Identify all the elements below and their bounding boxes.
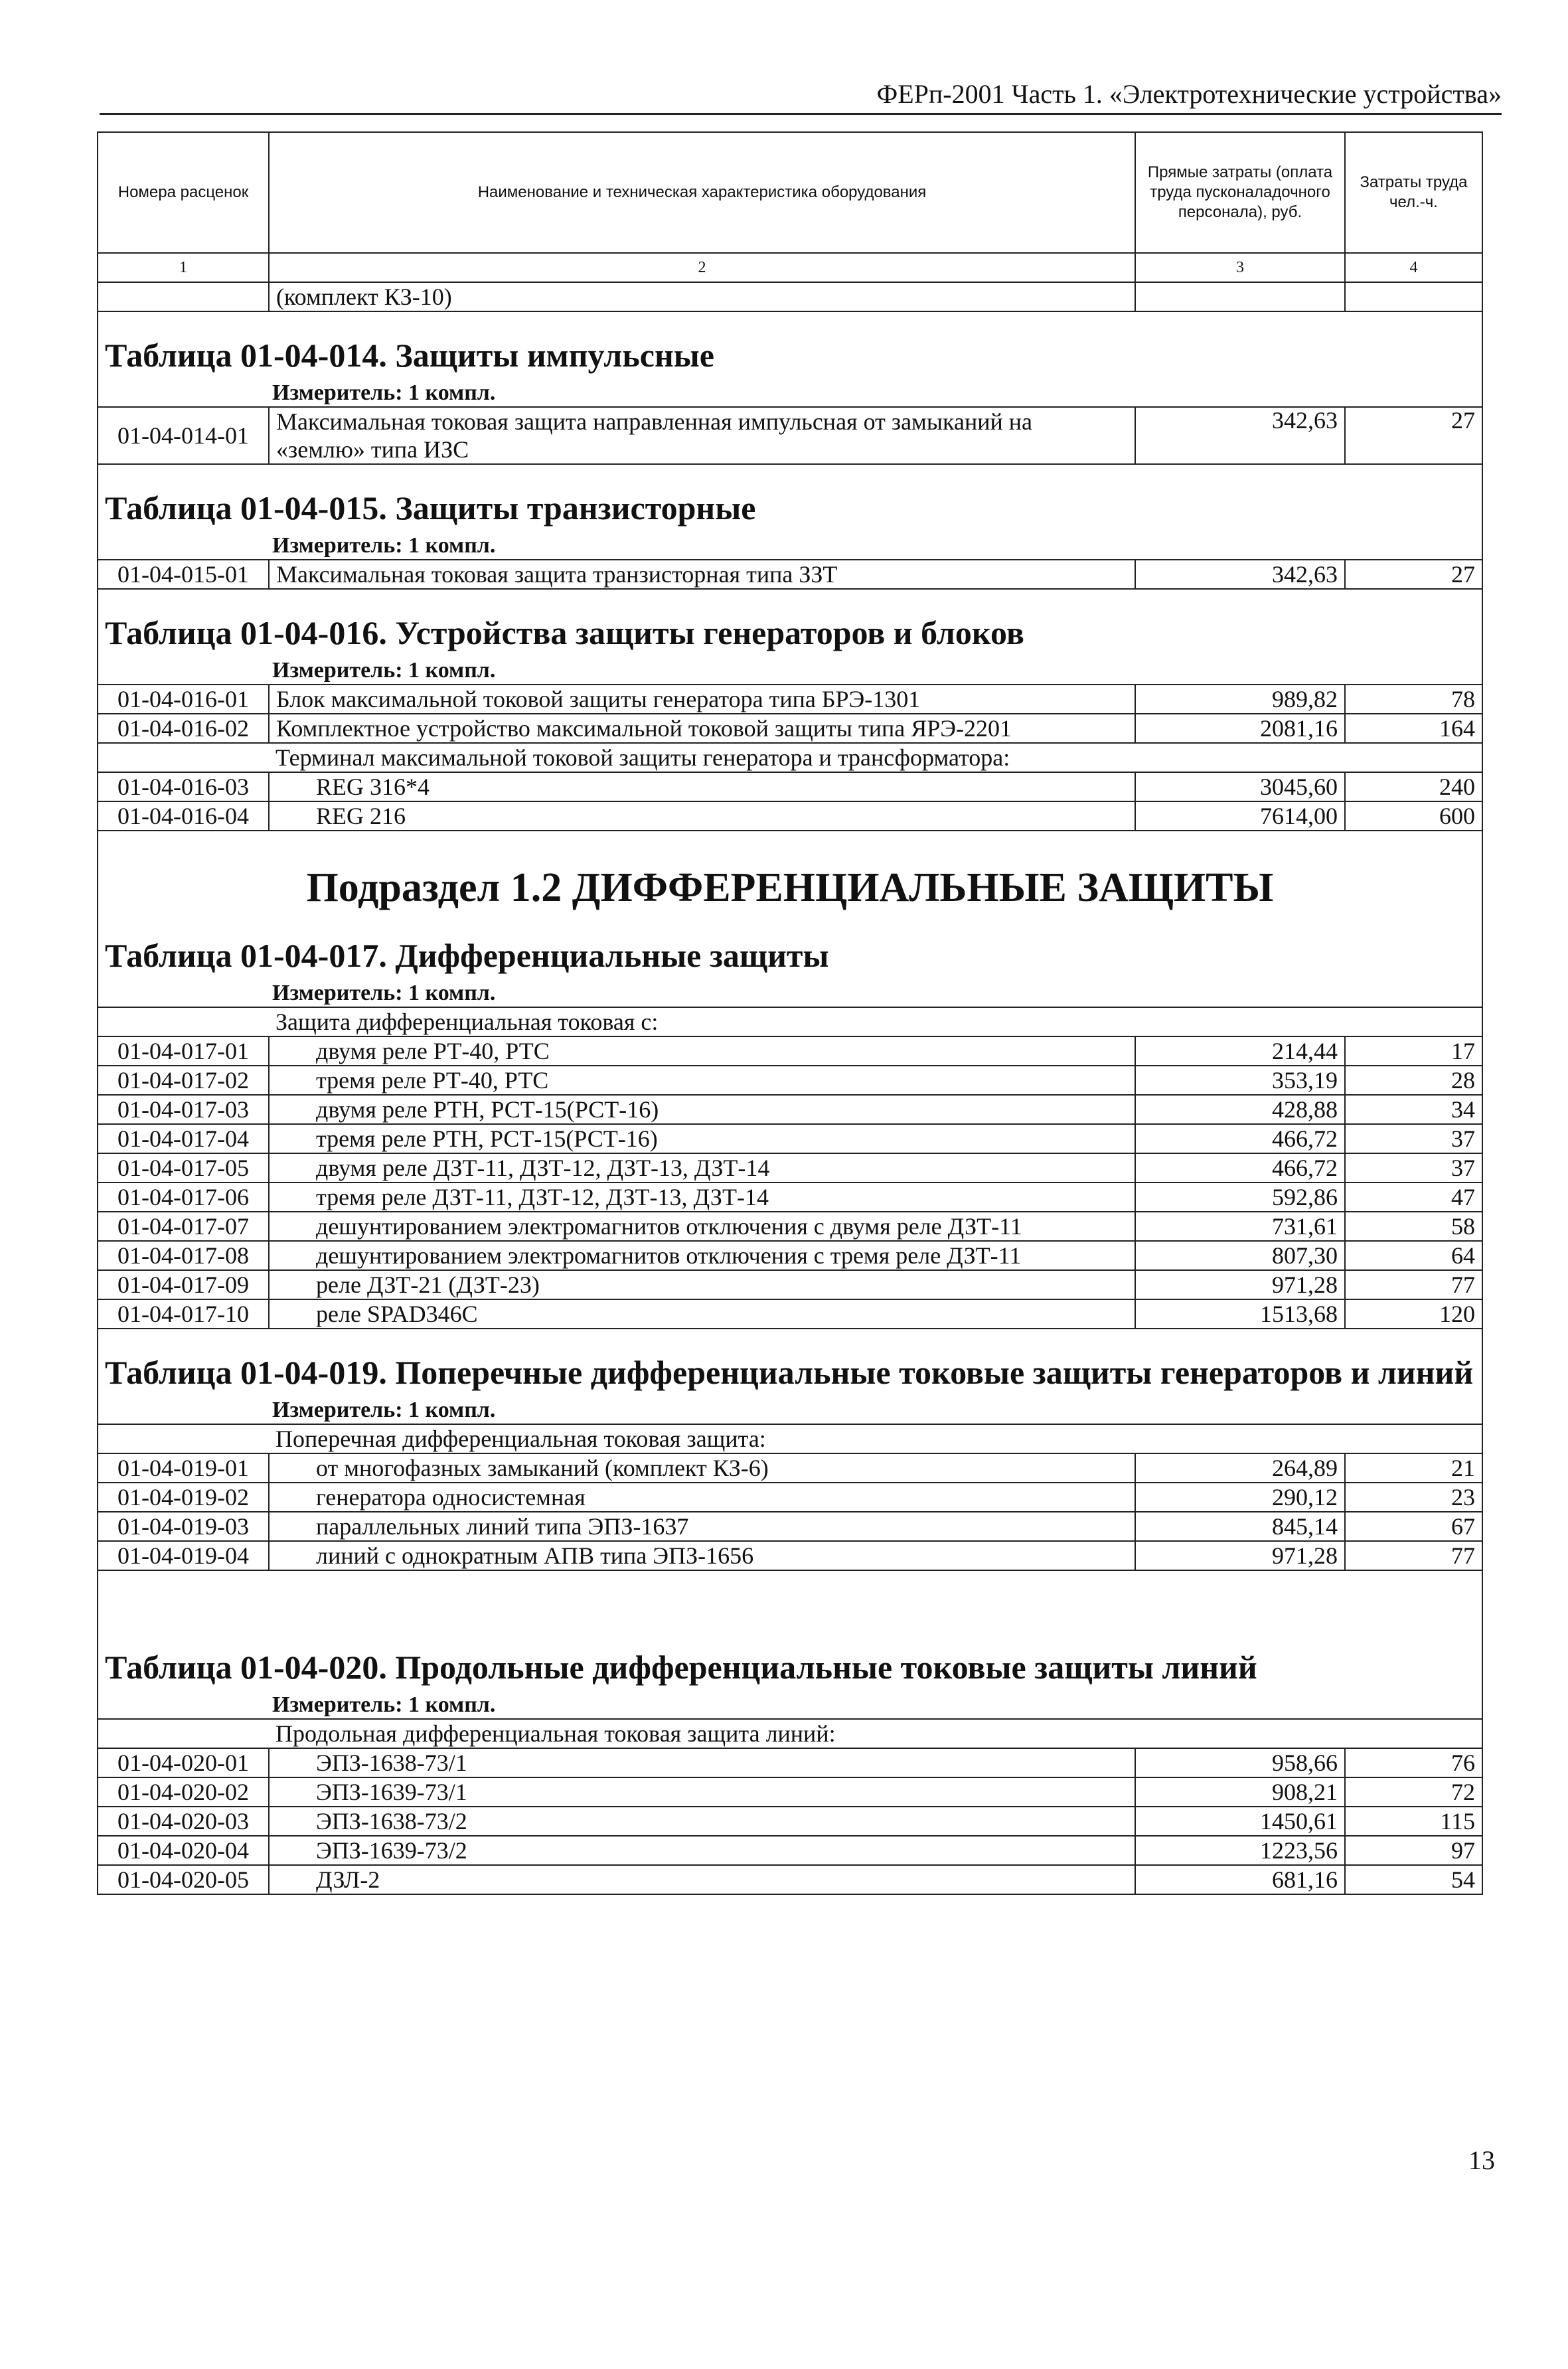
table-row — [98, 1512, 1482, 1541]
table-row — [98, 1270, 1482, 1299]
rate-labor: 58 — [1345, 1212, 1482, 1241]
rate-code: 01-04-016-03 — [98, 772, 269, 801]
rate-code: 01-04-017-03 — [98, 1095, 269, 1124]
group-heading-row — [98, 743, 1482, 772]
table-row — [98, 1066, 1482, 1095]
rate-name: реле SPAD346C — [269, 1299, 1135, 1329]
rate-cost: 971,28 — [1135, 1541, 1345, 1570]
rate-labor: 76 — [1345, 1748, 1482, 1777]
rate-code: 01-04-017-08 — [98, 1241, 269, 1270]
group-heading-row — [98, 1007, 1482, 1036]
table-016-measure: Измеритель: 1 компл. — [98, 657, 1482, 685]
rate-labor: 120 — [1345, 1299, 1482, 1329]
rate-labor: 37 — [1345, 1124, 1482, 1153]
rate-labor: 164 — [1345, 714, 1482, 743]
column-header-row — [98, 132, 1482, 253]
table-019-title: Таблица 01-04-019. Поперечные дифференциальные токовые защиты генераторов и линий — [98, 1329, 1482, 1397]
rate-labor: 67 — [1345, 1512, 1482, 1541]
rate-cost: 7614,00 — [1135, 801, 1345, 831]
rate-cost: 2081,16 — [1135, 714, 1345, 743]
rate-code: 01-04-017-01 — [98, 1036, 269, 1066]
table-row — [98, 1777, 1482, 1807]
col-labor-header: Затраты труда чел.-ч. — [1345, 132, 1482, 253]
rate-cost: 428,88 — [1135, 1095, 1345, 1124]
rate-name: дешунтированием электромагнитов отключения с тремя реле ДЗТ-11 — [269, 1241, 1135, 1270]
document-body — [97, 131, 1482, 2369]
rate-labor: 17 — [1345, 1036, 1482, 1066]
rate-name: тремя реле РТ-40, РТС — [269, 1066, 1135, 1095]
rate-code: 01-04-020-03 — [98, 1807, 269, 1836]
rate-name: параллельных линий типа ЭПЗ-1637 — [269, 1512, 1135, 1541]
rate-name: реле ДЗТ-21 (ДЗТ-23) — [269, 1270, 1135, 1299]
subsection-title: Подраздел 1.2 ДИФФЕРЕНЦИАЛЬНЫЕ ЗАЩИТЫ — [98, 831, 1482, 931]
rate-cost: 845,14 — [1135, 1512, 1345, 1541]
group-heading-row — [98, 1424, 1482, 1453]
rate-code: 01-04-017-10 — [98, 1299, 269, 1329]
col-number-2: 2 — [269, 253, 1135, 282]
rate-code: 01-04-020-05 — [98, 1865, 269, 1894]
table-row — [98, 1748, 1482, 1777]
group-heading: Продольная дифференциальная токовая защита линий: — [269, 1719, 1482, 1748]
rate-name: генератора односистемная — [269, 1483, 1135, 1512]
table-015-measure: Измеритель: 1 компл. — [98, 532, 1482, 560]
table-row — [98, 1212, 1482, 1241]
table-row — [98, 714, 1482, 743]
rate-cost: 264,89 — [1135, 1453, 1345, 1483]
table-020-title: Таблица 01-04-020. Продольные дифференциальные токовые защиты линий — [98, 1624, 1482, 1692]
rate-code: 01-04-016-01 — [98, 685, 269, 714]
rate-name: двумя реле РТН, РСТ-15(РСТ-16) — [269, 1095, 1135, 1124]
rate-name: дешунтированием электромагнитов отключения с двумя реле ДЗТ-11 — [269, 1212, 1135, 1241]
table-row — [98, 801, 1482, 831]
rate-cost: 1450,61 — [1135, 1807, 1345, 1836]
rate-name: Максимальная токовая защита направленная импульсная от замыканий на — [269, 407, 1135, 436]
rate-code: 01-04-019-01 — [98, 1453, 269, 1483]
rate-cost: 1513,68 — [1135, 1299, 1345, 1329]
rate-labor: 23 — [1345, 1483, 1482, 1512]
rate-code: 01-04-020-02 — [98, 1777, 269, 1807]
rate-name: двумя реле ДЗТ-11, ДЗТ-12, ДЗТ-13, ДЗТ-14 — [269, 1153, 1135, 1183]
rate-labor: 21 — [1345, 1453, 1482, 1483]
rates-table — [97, 131, 1483, 1895]
rate-labor: 115 — [1345, 1807, 1482, 1836]
rate-labor: 54 — [1345, 1865, 1482, 1894]
table-016-title: Таблица 01-04-016. Устройства защиты генераторов и блоков — [98, 589, 1482, 657]
rate-code: 01-04-015-01 — [98, 560, 269, 589]
rate-name: ЭПЗ-1639-73/1 — [269, 1777, 1135, 1807]
col-number-4: 4 — [1345, 253, 1482, 282]
rate-code: 01-04-017-09 — [98, 1270, 269, 1299]
col-number-3: 3 — [1135, 253, 1345, 282]
rate-cost: 342,63 — [1135, 407, 1345, 464]
rate-code: 01-04-014-01 — [98, 407, 269, 464]
rate-cost: 290,12 — [1135, 1483, 1345, 1512]
page-number: 13 — [1468, 2145, 1495, 2175]
rate-name: двумя реле РТ-40, РТС — [269, 1036, 1135, 1066]
rate-cost: 466,72 — [1135, 1153, 1345, 1183]
table-020-measure: Измеритель: 1 компл. — [98, 1692, 1482, 1719]
rate-labor: 72 — [1345, 1777, 1482, 1807]
table-017-title: Таблица 01-04-017. Дифференциальные защиты — [98, 931, 1482, 980]
table-row — [98, 1299, 1482, 1329]
table-015-title: Таблица 01-04-015. Защиты транзисторные — [98, 464, 1482, 532]
table-row — [98, 1483, 1482, 1512]
rate-cost: 958,66 — [1135, 1748, 1345, 1777]
rate-labor: 78 — [1345, 685, 1482, 714]
group-heading: Защита дифференциальная токовая с: — [269, 1007, 1482, 1036]
rate-cost: 681,16 — [1135, 1865, 1345, 1894]
rate-labor: 34 — [1345, 1095, 1482, 1124]
rate-code: 01-04-019-03 — [98, 1512, 269, 1541]
continuation-name: (комплект КЗ-10) — [269, 282, 1135, 311]
group-heading: Терминал максимальной токовой защиты генератора и трансформатора: — [269, 743, 1482, 772]
rate-code: 01-04-019-04 — [98, 1541, 269, 1570]
rate-name: ЭПЗ-1638-73/1 — [269, 1748, 1135, 1777]
table-014-title-row — [98, 311, 1482, 380]
rate-labor: 240 — [1345, 772, 1482, 801]
rate-name: Максимальная токовая защита транзисторная типа ЗЗТ — [269, 560, 1135, 589]
table-row — [98, 1865, 1482, 1894]
rate-code: 01-04-017-02 — [98, 1066, 269, 1095]
rate-code: 01-04-017-05 — [98, 1153, 269, 1183]
rate-cost: 971,28 — [1135, 1270, 1345, 1299]
rate-cost: 908,21 — [1135, 1777, 1345, 1807]
rate-name: ЭПЗ-1638-73/2 — [269, 1807, 1135, 1836]
running-header: ФЕРп-2001 Часть 1. «Электротехнические устройства» — [100, 78, 1502, 115]
table-row — [98, 560, 1482, 589]
rate-name: REG 216 — [269, 801, 1135, 831]
rate-cost: 353,19 — [1135, 1066, 1345, 1095]
rate-name: тремя реле РТН, РСТ-15(РСТ-16) — [269, 1124, 1135, 1153]
rate-code: 01-04-017-06 — [98, 1183, 269, 1212]
group-heading: Поперечная дифференциальная токовая защита: — [269, 1424, 1482, 1453]
continuation-row — [98, 282, 1482, 311]
rate-cost: 342,63 — [1135, 560, 1345, 589]
rate-code: 01-04-016-04 — [98, 801, 269, 831]
rate-cost: 466,72 — [1135, 1124, 1345, 1153]
rate-name: тремя реле ДЗТ-11, ДЗТ-12, ДЗТ-13, ДЗТ-14 — [269, 1183, 1135, 1212]
rate-cost: 989,82 — [1135, 685, 1345, 714]
table-row — [98, 1036, 1482, 1066]
rate-labor: 600 — [1345, 801, 1482, 831]
rate-code: 01-04-020-01 — [98, 1748, 269, 1777]
table-row — [98, 1095, 1482, 1124]
rate-code: 01-04-017-07 — [98, 1212, 269, 1241]
rate-name: от многофазных замыканий (комплект КЗ-6) — [269, 1453, 1135, 1483]
col-number-1: 1 — [98, 253, 269, 282]
rate-labor: 27 — [1345, 407, 1482, 464]
group-heading-row — [98, 1719, 1482, 1748]
table-014-measure: Измеритель: 1 компл. — [98, 380, 1482, 407]
col-code-header: Номера расценок — [98, 132, 269, 253]
table-019-measure: Измеритель: 1 компл. — [98, 1397, 1482, 1424]
rate-name: линий с однократным АПВ типа ЭПЗ-1656 — [269, 1541, 1135, 1570]
table-row — [98, 1183, 1482, 1212]
rate-name: REG 316*4 — [269, 772, 1135, 801]
col-cost-header: Прямые затраты (оплата труда пусконаладочного персонала), руб. — [1135, 132, 1345, 253]
table-row — [98, 772, 1482, 801]
rate-name: ДЗЛ-2 — [269, 1865, 1135, 1894]
table-row — [98, 1541, 1482, 1570]
rate-cost: 214,44 — [1135, 1036, 1345, 1066]
rate-cost: 1223,56 — [1135, 1836, 1345, 1865]
rate-labor: 77 — [1345, 1270, 1482, 1299]
column-number-row — [98, 253, 1482, 282]
rate-labor: 37 — [1345, 1153, 1482, 1183]
rate-code: 01-04-016-02 — [98, 714, 269, 743]
rate-name: Блок максимальной токовой защиты генератора типа БРЭ-1301 — [269, 685, 1135, 714]
table-row — [98, 1241, 1482, 1270]
rate-code: 01-04-017-04 — [98, 1124, 269, 1153]
rate-labor: 28 — [1345, 1066, 1482, 1095]
rate-code: 01-04-020-04 — [98, 1836, 269, 1865]
table-017-measure: Измеритель: 1 компл. — [98, 980, 1482, 1007]
table-row — [98, 1453, 1482, 1483]
table-014-title: Таблица 01-04-014. Защиты импульсные — [98, 311, 1482, 380]
table-row — [98, 685, 1482, 714]
rate-name: Комплектное устройство максимальной токовой защиты типа ЯРЭ-2201 — [269, 714, 1135, 743]
rate-code: 01-04-019-02 — [98, 1483, 269, 1512]
table-row — [98, 1807, 1482, 1836]
rate-name-continued: «землю» типа ИЗС — [269, 436, 1135, 464]
rate-cost: 731,61 — [1135, 1212, 1345, 1241]
table-row — [98, 1836, 1482, 1865]
rate-cost: 807,30 — [1135, 1241, 1345, 1270]
col-name-header: Наименование и техническая характеристика оборудования — [269, 132, 1135, 253]
table-row — [98, 1124, 1482, 1153]
rate-cost: 592,86 — [1135, 1183, 1345, 1212]
rate-labor: 64 — [1345, 1241, 1482, 1270]
rate-labor: 47 — [1345, 1183, 1482, 1212]
table-row — [98, 407, 1482, 436]
table-row — [98, 1153, 1482, 1183]
rate-cost: 3045,60 — [1135, 772, 1345, 801]
rate-labor: 27 — [1345, 560, 1482, 589]
rate-name: ЭПЗ-1639-73/2 — [269, 1836, 1135, 1865]
rate-labor: 77 — [1345, 1541, 1482, 1570]
rate-labor: 97 — [1345, 1836, 1482, 1865]
